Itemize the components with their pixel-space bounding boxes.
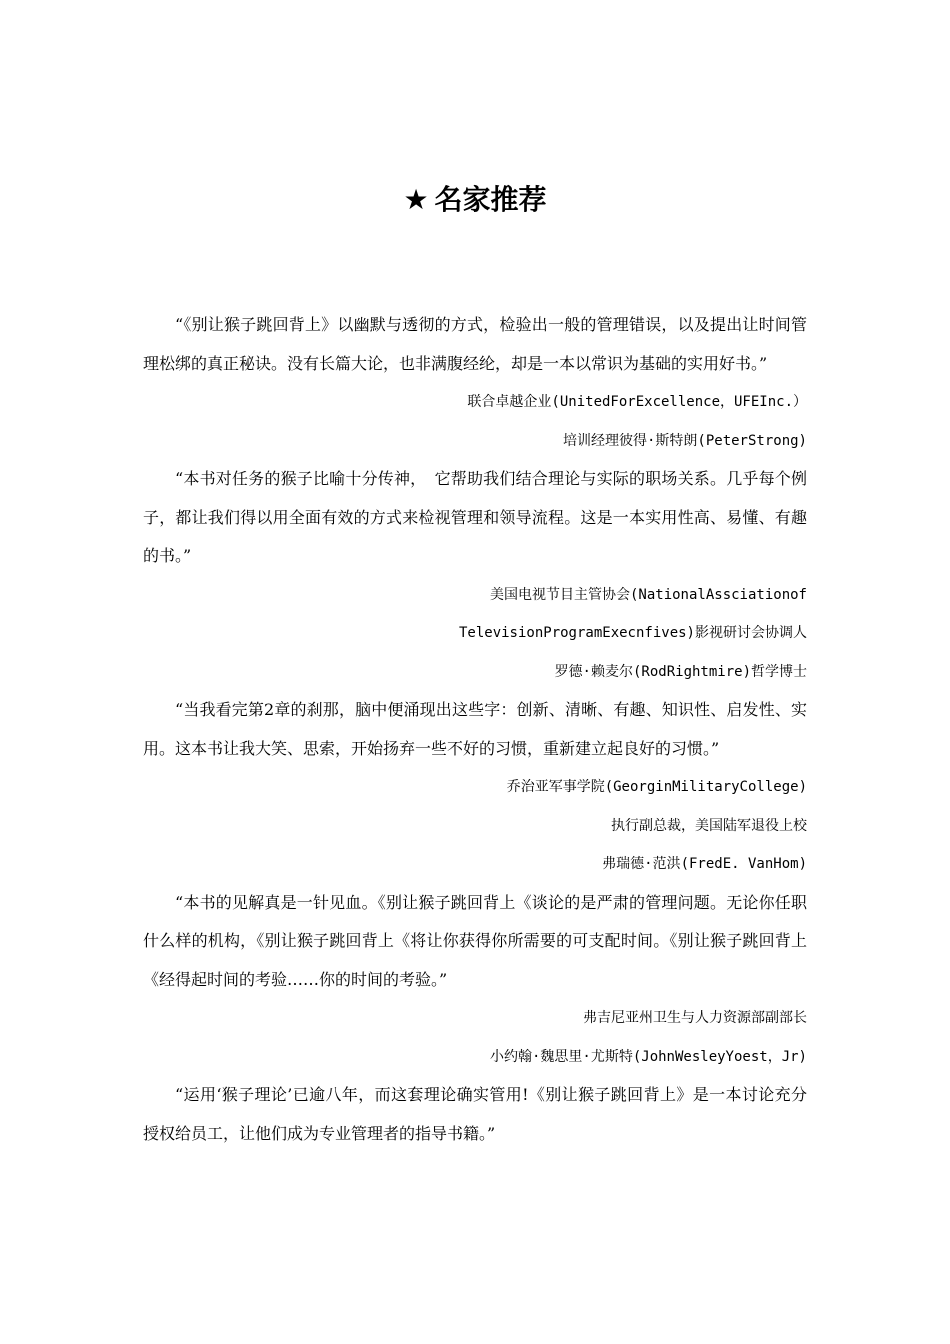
recommendation-item: [143, 460, 807, 691]
recommendation-item: [143, 691, 807, 884]
recommendations-list: [143, 306, 807, 1153]
recommendation-quote: “当我看完第2章的刹那，脑中便涌现出这些字：创新、清晰、有趣、知识性、启发性、实用。这本书让我大笑、思索，开始扬弃一些不好的习惯，重新建立起良好的习惯。”: [143, 700, 807, 758]
recommendation-item: [143, 306, 807, 460]
attribution-line: 弗瑞德·范洪(FredE. VanHom): [602, 856, 807, 872]
attribution-line: 弗吉尼亚州卫生与人力资源部副部长: [583, 1010, 807, 1026]
page-title-text: 名家推荐: [434, 183, 547, 216]
attribution-line: TelevisionProgramExecnfives)影视研讨会协调人: [458, 625, 807, 641]
attribution-line: 小约翰·魏思里·尤斯特(JohnWesleyYoest，Jr): [489, 1048, 807, 1065]
recommendation-item: [143, 884, 807, 1077]
attribution-line: 联合卓越企业(UnitedForExcellence，UFEInc.）: [467, 394, 807, 410]
star-icon: ★: [403, 183, 429, 216]
recommendation-quote: “《别让猴子跳回背上》以幽默与透彻的方式，检验出一般的管理错误，以及提出让时间管理松绑的真正秘诀。没有长篇大论，也非满腹经纶，却是一本以常识为基础的实用好书。”: [143, 315, 807, 373]
attribution-line: 美国电视节目主管协会(NationalAssciationof: [489, 586, 807, 603]
recommendation-quote: “本书对任务的猴子比喻十分传神， 它帮助我们结合理论与实际的职场关系。几乎每个例子，都让我们得以用全面有效的方式来检视管理和领导流程。这是一本实用性高、易懂、有趣的书。”: [143, 469, 807, 565]
attribution-line: 罗德·赖麦尔(RodRightmire)哲学博士: [554, 663, 807, 680]
attribution-line: 培训经理彼得·斯特朗(PeterStrong): [562, 432, 807, 449]
attribution-line: 执行副总裁，美国陆军退役上校: [611, 817, 807, 834]
recommendation-quote: “运用‘猴子理论’已逾八年，而这套理论确实管用!《别让猴子跳回背上》是一本讨论充分授权给员工，让他们成为专业管理者的指导书籍。”: [143, 1085, 807, 1143]
page-title: [0, 180, 950, 220]
attribution-line: 乔治亚军事学院(GeorginMilitaryCollege): [506, 779, 807, 795]
recommendation-quote: “本书的见解真是一针见血。《别让猴子跳回背上《谈论的是严肃的管理问题。无论你任职什么样的机构，《别让猴子跳回背上《将让你获得你所需要的可支配时间。《别让猴子跳回背上《经得起时间的考验……你的时间的考验。”: [143, 892, 807, 989]
recommendation-item: [143, 1076, 807, 1153]
